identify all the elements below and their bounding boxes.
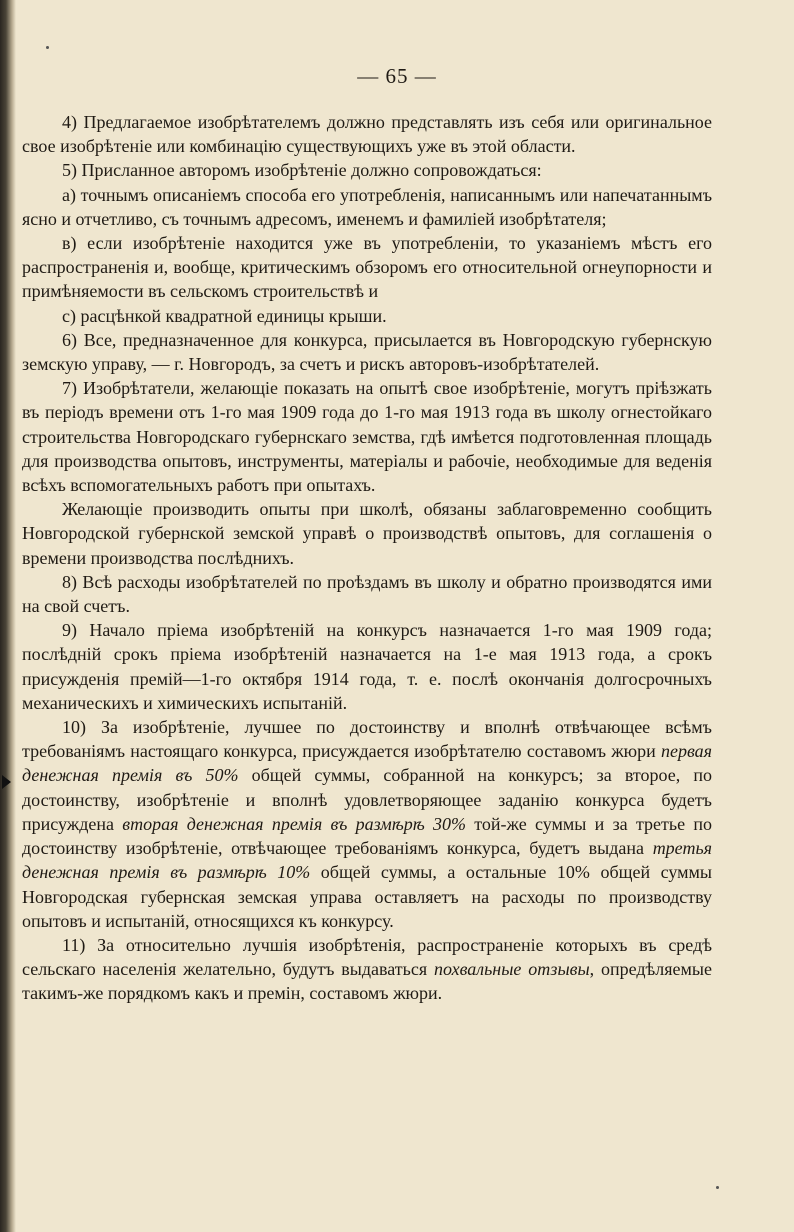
paragraph-10 — [22, 715, 712, 933]
paragraph-10-text: той-же суммы и за третье по достоинству изобрѣтеніе, отвѣчающее требованіямъ конкурса, будетъ выдана — [22, 813, 712, 859]
paragraph-5b: в) если изобрѣтеніе находится уже въ употребленіи, то указаніемъ мѣстъ его распространенія и, вообще, критическимъ обзоромъ его относительной огнеупорности и примѣняемости въ сельскомъ строительствѣ и — [22, 233, 712, 302]
paragraph-9: 9) Начало пріема изобрѣтеній на конкурсъ назначается 1-го мая 1909 года; послѣдній срокъ пріема изобрѣтеній назначается на 1-е мая 1913 года, а срокъ присужденія премій—1-го октября 1914 года, т. е. послѣ окончанія долгосрочныхъ механическихъ и химическихъ испытаній. — [22, 620, 712, 713]
paragraph-11-text: 11) За относительно лучшія изобрѣтенія, распространеніе которыхъ въ средѣ сельскаго населенія желательно, будутъ выдаваться — [22, 934, 712, 980]
paragraph-4: 4) Предлагаемое изобрѣтателемъ должно представлять изъ себя или оригинальное свое изобрѣтеніе или комбинацію существующихъ уже въ этой области. — [22, 112, 712, 157]
honorable-mention-italic: похвальные отзывы — [433, 959, 590, 980]
paragraph-10-text: общей суммы, собранной на конкурсъ; за второе, по достоинству, изобрѣтеніе и вполнѣ удовлетворяющее заданію конкурса будетъ присуждена — [22, 765, 713, 834]
page-body — [22, 110, 712, 1006]
paragraph-5c: c) расцѣнкой квадратной единицы крыши. — [62, 305, 387, 326]
page-number: — 65 — — [357, 64, 437, 88]
paragraph-10-text: 10) За изобрѣтеніе, лучшее по достоинству и вполнѣ отвѣчающее всѣмъ требованіямъ настоящаго конкурса, присуждается изобрѣтателю составомъ жюри — [22, 717, 712, 762]
margin-pointer-mark — [2, 775, 11, 789]
paragraph-5: 5) Присланное авторомъ изобрѣтеніе должно сопровождаться: — [62, 160, 542, 181]
second-prize-italic: вторая денежная премія въ размѣрѣ 30% — [122, 813, 467, 834]
paragraph-5a: a) точнымъ описаніемъ способа его употребленія, написаннымъ или напечатаннымъ ясно и отчетливо, съ точнымъ адресомъ, именемъ и фамиліей изобрѣтателя; — [22, 184, 712, 229]
paragraph-11 — [22, 933, 712, 1006]
paragraph-7b: Желающіе производить опыты при школѣ, обязаны заблаговременно сообщить Новгородской губернской земской управѣ о производствѣ опытовъ, для соглашенія о времени производства послѣднихъ. — [22, 499, 712, 568]
paper-speck — [716, 1186, 719, 1189]
paragraph-6: 6) Все, предназначенное для конкурса, присылается въ Новгородскую губернскую земскую управу, — г. Новгородъ, за счетъ и рискъ авторовъ-изобрѣтателей. — [22, 329, 712, 375]
paragraph-10-text: общей суммы, а остальные 10% общей суммы Новгородская губернская земская управа оставляетъ на расходы по производству опытовъ и испытаній, относящихся къ конкурсу. — [22, 862, 712, 931]
paragraph-8: 8) Всѣ расходы изобрѣтателей по проѣздамъ въ школу и обратно производятся ими на свой счетъ. — [22, 571, 712, 617]
first-prize-italic: первая денежная премія въ 50% — [22, 741, 712, 786]
third-prize-italic: третья денежная премія въ размѣрѣ 10% — [22, 838, 712, 883]
page-spine-shadow — [0, 0, 16, 1232]
paragraph-11-text: , опредѣляемые такимъ-же порядкомъ какъ и премін, составомъ жюри. — [22, 959, 713, 1004]
paper-speck — [46, 46, 49, 49]
paragraph-7: 7) Изобрѣтатели, желающіе показать на опытѣ свое изобрѣтеніе, могутъ пріѣзжать въ періодъ времени отъ 1-го мая 1909 года до 1-го мая 1913 года въ школу огнестойкаго строительства Новгородскаго губернскаго земства, гдѣ имѣется подготовленная площадь для производства опытовъ, инструменты, матеріалы и рабочіе, необходимые для веденія всѣхъ вспомогательныхъ работъ при опытахъ. — [22, 378, 712, 496]
